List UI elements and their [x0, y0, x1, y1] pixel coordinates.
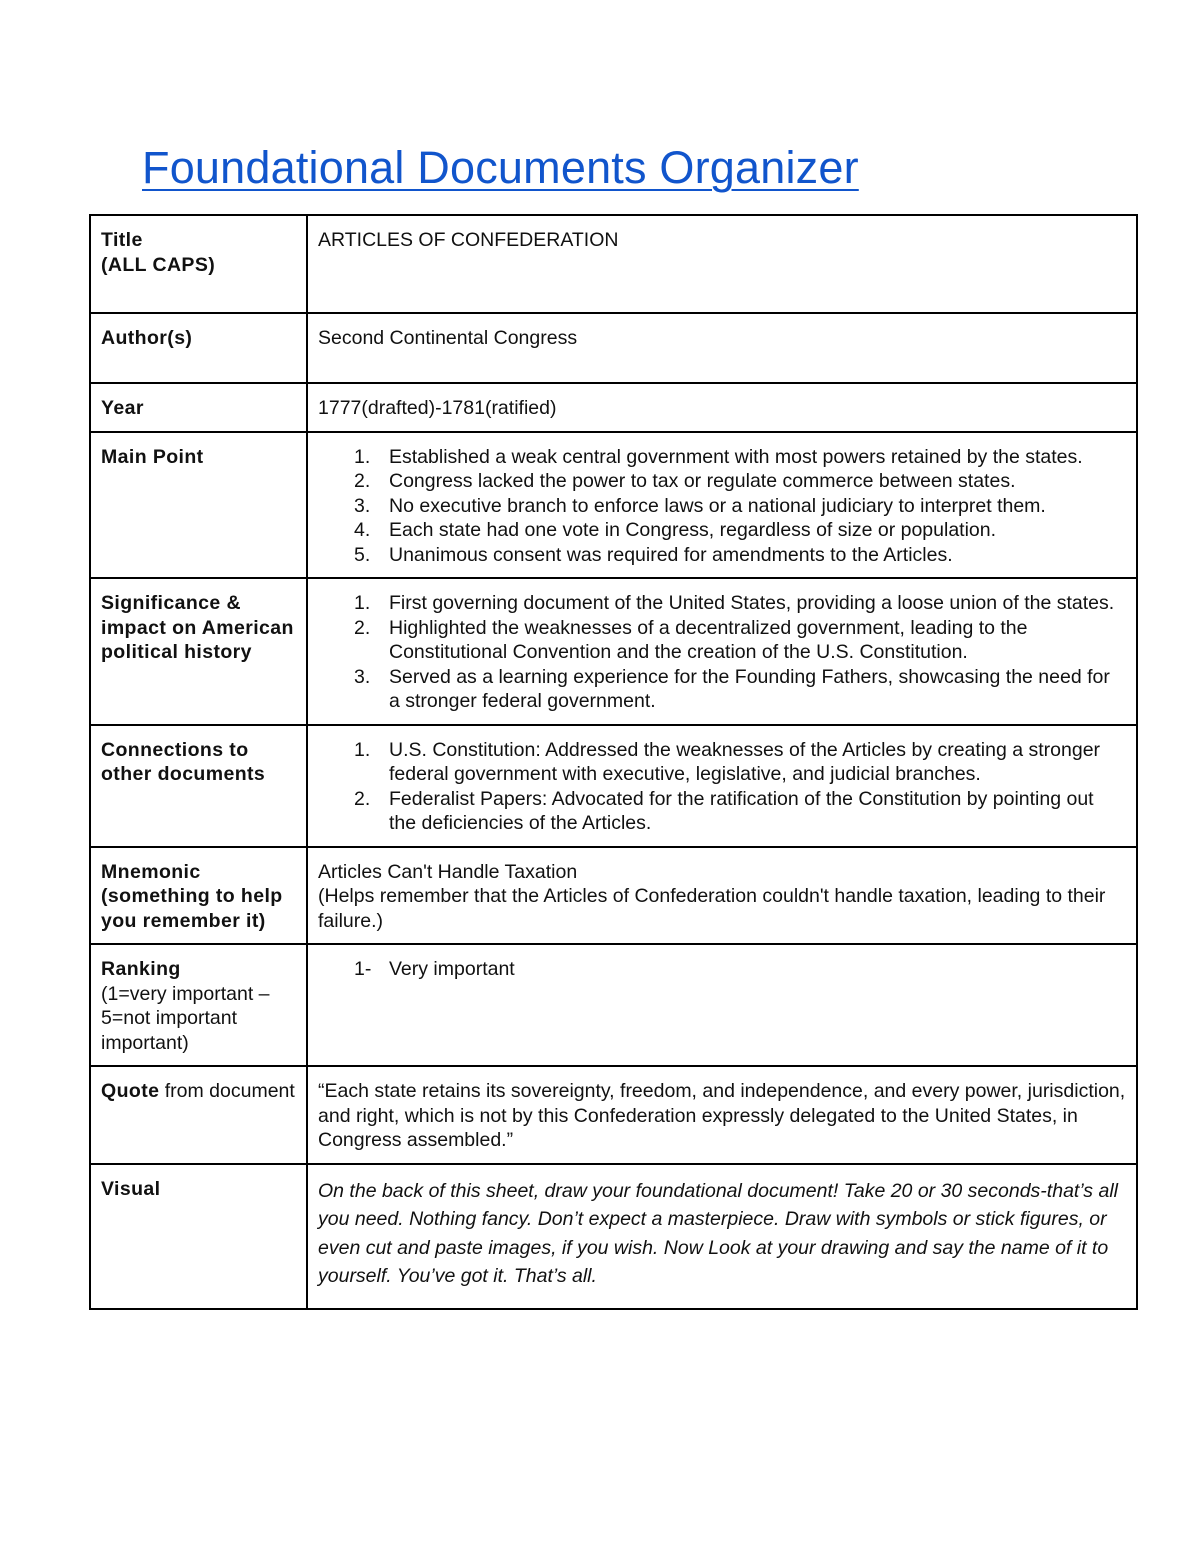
significance-list — [318, 591, 1126, 714]
ranking-list — [318, 957, 1126, 982]
organizer-table — [89, 214, 1138, 1310]
quote-label: Quote from document — [101, 1080, 295, 1102]
ranking-sublabel: (1=very important – 5=not important important) — [101, 982, 270, 1054]
row-title-label — [90, 215, 307, 313]
list-item: 4. Each state had one vote in Congress, regardless of size or population. — [354, 519, 997, 541]
row-ranking — [90, 944, 1137, 1066]
list-item: 1- Very important — [354, 958, 515, 980]
significance-label: Significance & impact on American political history — [101, 592, 294, 663]
quote-value: “Each state retains its sovereignty, freedom, and independence, and every power, jurisdiction, and right, which is not by this Confederation expressly delegated to the United States, in Congress assembled.” — [318, 1080, 1126, 1151]
year-value: 1777(drafted)-1781(ratified) — [318, 397, 557, 419]
list-item: 1. First governing document of the United States, providing a loose union of the states. — [354, 592, 1115, 614]
visual-instructions: On the back of this sheet, draw your foundational document! Take 20 or 30 seconds-that’s all you need. Nothing fancy. Don’t expect a masterpiece. Draw with symbols or stick figures, or even cut and paste images, if you wish. Now Look at your drawing and say the name of it to yourself. You’ve got it. That’s all. — [318, 1179, 1118, 1287]
year-label: Year — [101, 397, 144, 419]
row-authors — [90, 313, 1137, 383]
mnemonic-explanation: (Helps remember that the Articles of Confederation couldn't handle taxation, leading to their failure.) — [318, 885, 1106, 932]
authors-value: Second Continental Congress — [318, 327, 578, 349]
page-title: Foundational Documents Organizer — [142, 142, 859, 193]
list-item: 2. Congress lacked the power to tax or regulate commerce between states. — [354, 470, 1016, 492]
list-item: 3. No executive branch to enforce laws or a national judiciary to interpret them. — [354, 494, 1046, 517]
row-title — [90, 215, 1137, 313]
list-item: 5. Unanimous consent was required for amendments to the Articles. — [354, 543, 953, 566]
main-point-label: Main Point — [101, 445, 204, 468]
main-point-list — [318, 445, 1126, 568]
row-year — [90, 383, 1137, 432]
list-item: 2. Highlighted the weaknesses of a decentralized government, leading to the Constitutional Convention and the creation of the U.S. Constitution. — [354, 616, 1028, 663]
row-visual — [90, 1164, 1137, 1309]
row-main-point — [90, 432, 1137, 579]
row-significance — [90, 578, 1137, 725]
mnemonic-value: Articles Can't Handle Taxation — [318, 860, 578, 883]
title-label: Title — [101, 229, 143, 251]
authors-label: Author(s) — [101, 327, 193, 349]
list-item: 3. Served as a learning experience for the Founding Fathers, showcasing the need for a stronger federal government. — [354, 665, 1110, 712]
connections-list — [318, 738, 1126, 836]
row-title-value — [307, 215, 1137, 313]
list-item: 1. Established a weak central government with most powers retained by the states. — [354, 445, 1083, 468]
list-item: 1. U.S. Constitution: Addressed the weaknesses of the Articles by creating a stronger federal government with executive, legislative, and judicial branches. — [354, 738, 1101, 785]
row-mnemonic — [90, 847, 1137, 945]
visual-label: Visual — [101, 1177, 161, 1200]
connections-label: Connections to other documents — [101, 738, 266, 785]
mnemonic-label: Mnemonic (something to help you remember it) — [101, 860, 283, 932]
title-value: ARTICLES OF CONFEDERATION — [318, 229, 619, 251]
list-item: 2. Federalist Papers: Advocated for the ratification of the Constitution by pointing out the deficiencies of the Articles. — [354, 787, 1094, 834]
title-sublabel: (ALL CAPS) — [101, 253, 216, 276]
row-quote — [90, 1066, 1137, 1164]
ranking-label: Ranking — [101, 958, 181, 980]
row-connections — [90, 725, 1137, 847]
